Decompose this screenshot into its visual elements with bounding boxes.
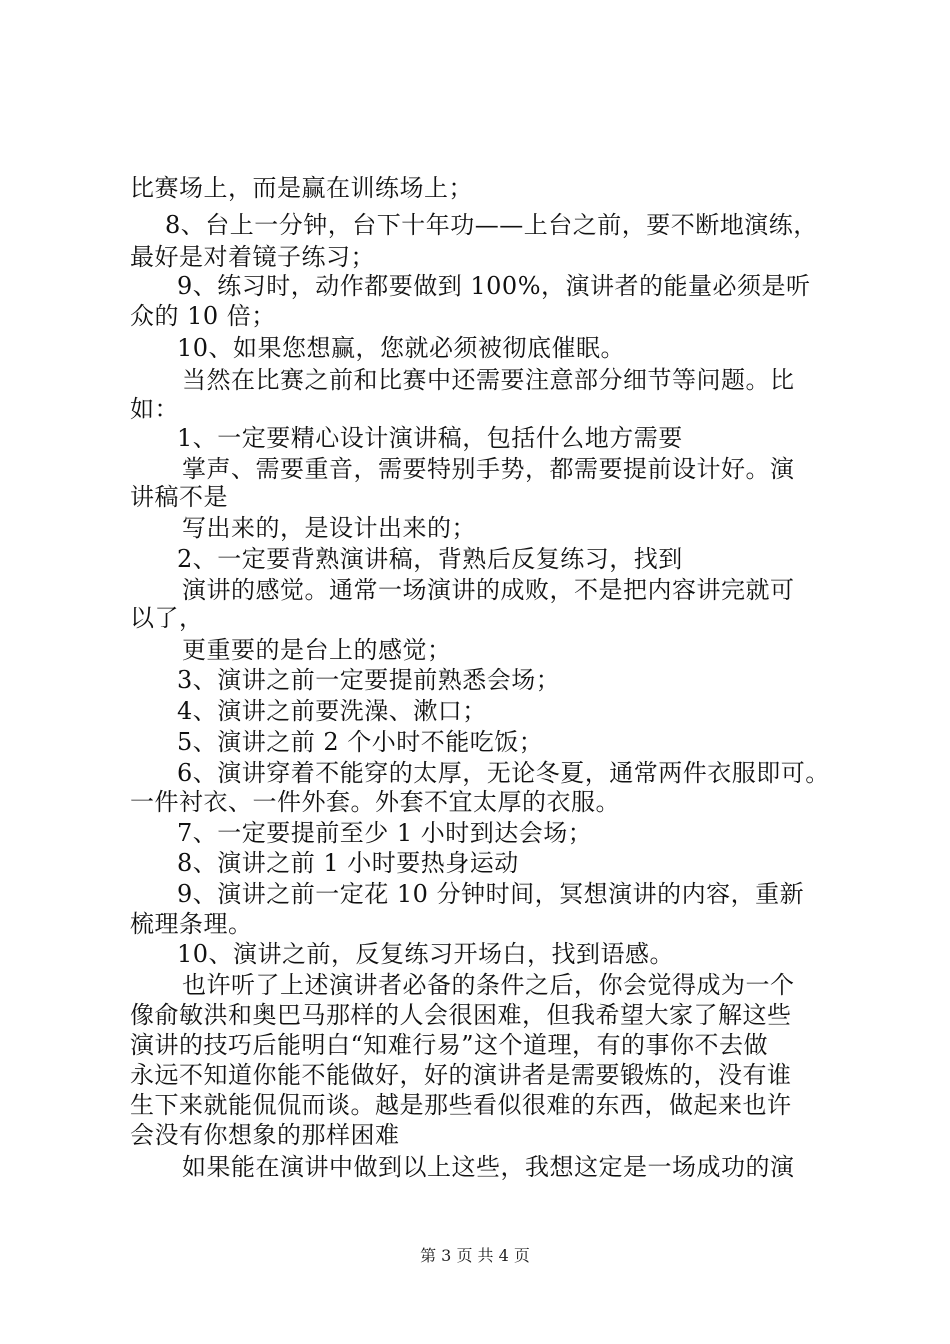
text-line: 4、演讲之前要洗澡、漱口；	[177, 697, 487, 725]
text-line: 如：	[130, 395, 179, 423]
text-line: 像俞敏洪和奥巴马那样的人会很困难，但我希望大家了解这些	[130, 1001, 792, 1029]
text-line: 众的 10 倍；	[130, 302, 276, 330]
text-line: 2、一定要背熟演讲稿，背熟后反复练习，找到	[177, 545, 683, 573]
text-line: 最好是对着镜子练习；	[130, 243, 375, 271]
text-line: 9、练习时，动作都要做到 100%，演讲者的能量必须是听	[177, 272, 811, 300]
text-line: 也许听了上述演讲者必备的条件之后，你会觉得成为一个	[182, 971, 795, 999]
text-line: 8、演讲之前 1 小时要热身运动	[177, 849, 519, 877]
text-line: 如果能在演讲中做到以上这些，我想这定是一场成功的演	[182, 1153, 795, 1181]
text-line: 9、演讲之前一定花 10 分钟时间，冥想演讲的内容，重新	[177, 880, 805, 908]
text-line: 6、演讲穿着不能穿的太厚，无论冬夏，通常两件衣服即可。	[177, 759, 830, 787]
text-line: 10、如果您想赢，您就必须被彻底催眠。	[177, 334, 626, 362]
text-line: 会没有你想象的那样困难	[130, 1121, 400, 1149]
text-line: 1、一定要精心设计演讲稿，包括什么地方需要	[177, 424, 683, 452]
text-line: 掌声、需要重音，需要特别手势，都需要提前设计好。演	[182, 455, 795, 483]
text-line: 更重要的是台上的感觉；	[182, 636, 452, 664]
text-line: 一件衬衣、一件外套。外套不宜太厚的衣服。	[130, 788, 620, 816]
text-line: 当然在比赛之前和比赛中还需要注意部分细节等问题。比	[182, 366, 795, 394]
text-line: 8、台上一分钟，台下十年功——上台之前，要不断地演练，	[165, 211, 818, 239]
text-line: 演讲的技巧后能明白“知难行易”这个道理，有的事你不去做	[130, 1031, 769, 1059]
text-line: 演讲的感觉。通常一场演讲的成败，不是把内容讲完就可	[182, 576, 795, 604]
text-line: 10、演讲之前，反复练习开场白，找到语感。	[177, 940, 675, 968]
text-line: 永远不知道你能不能做好，好的演讲者是需要锻炼的，没有谁	[130, 1061, 792, 1089]
text-line: 7、一定要提前至少 1 小时到达会场；	[177, 819, 593, 847]
text-line: 讲稿不是	[130, 483, 228, 511]
text-line: 梳理条理。	[130, 910, 253, 938]
page-number: 第 3 页 共 4 页	[420, 1246, 530, 1265]
text-line: 5、演讲之前 2 个小时不能吃饭；	[177, 728, 544, 756]
text-line: 以了，	[130, 604, 204, 632]
text-line: 比赛场上，而是赢在训练场上；	[130, 174, 473, 202]
text-line: 3、演讲之前一定要提前熟悉会场；	[177, 666, 561, 694]
text-line: 生下来就能侃侃而谈。越是那些看似很难的东西，做起来也许	[130, 1091, 792, 1119]
text-line: 写出来的，是设计出来的；	[182, 514, 476, 542]
